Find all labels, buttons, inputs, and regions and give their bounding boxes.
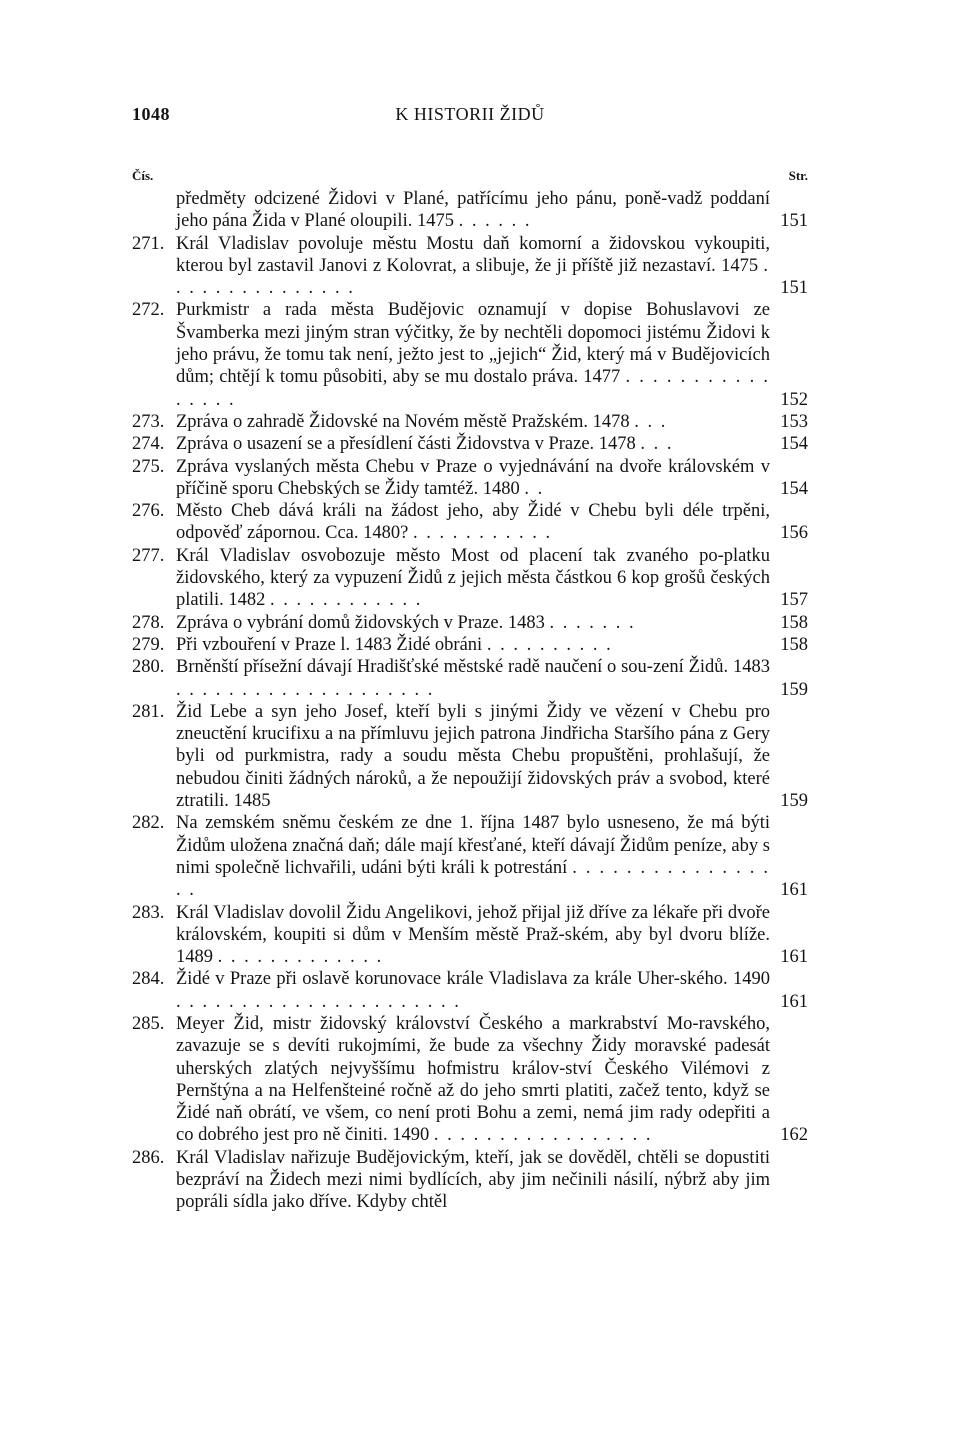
entry-list <box>132 188 808 1214</box>
entry-text: Meyer Žid, mistr židovský království Českého a markrabství Mo-ravského, zavazuje se s devíti rukojmími, že bude za všechny Židy moravské padesát uherských zlatých nejvyššímu hofmistru králov-ství Českého Vilémovi z Pernštýna a na Helfenšteiné ročně až do jeho smrti platiti, začež tento, když se Židé naň obrátí, ve všem, co není proti Bohu a zemi, nemá jim rady odepřiti a co dobrého jest pro ně činiti. 1490 . . . . . . . . . . . . . . . . . <box>176 1013 770 1146</box>
leader-dots: . . . . . . . . . . . . . <box>217 947 384 968</box>
column-heading-number: Čís. <box>132 168 154 183</box>
list-item <box>132 612 808 634</box>
entry-text: Král Vladislav nařizuje Budějovickým, kteří, jak se dověděl, chtěli se dopustiti bezpráví na Židech mezi nimi bydlících, aby jim nečinili násilí, nýbrž aby jim popráli sídla jako dříve. Kdyby chtěl <box>176 1147 770 1213</box>
entry-text: předměty odcizené Židovi v Plané, patřícímu jeho pánu, poně-vadž poddaní jeho pána Žida v Plané oloupili. 1475 . . . . . . <box>176 189 770 232</box>
entry-number: 278. <box>132 612 165 633</box>
entry-page: 151 <box>780 278 808 299</box>
page-number: 1048 <box>132 104 170 124</box>
entry-page: 151 <box>780 211 808 232</box>
leader-dots: . . . . . . <box>458 211 532 232</box>
entry-text: Na zemském sněmu českém ze dne 1. října 1487 bylo usneseno, že má býti Židům uložena značná daň; dále mají křesťané, kteří dávají Židům peníze, aby s nimi společně lichvařili, udáni býti králi k potrestání . . . . . . . . . . . . . . . . . <box>176 813 770 901</box>
leader-dots: . . . . . . . . . . . . <box>270 590 423 611</box>
leader-dots: . . . . . . . . . . . . . . . . . <box>176 857 770 901</box>
leader-dots: . . . . . . . . . . . . . . . . . . . . <box>176 679 435 700</box>
entry-text: Purkmistr a rada města Budějovic oznamují v dopise Bohuslavovi ze Švamberka mezi jiným stran výčitky, že by nechtěli dopomoci jistému Židovi k jeho právu, že tomu tak není, ježto jest to „jejich“ Žid, který má v Budějovicích dům; chtějí k tomu působiti, aby se mu dostalo práva. 1477 . . . . . . . . . . . . . . . . <box>176 300 771 410</box>
leader-dots: . . . . . . . . . . <box>486 634 613 655</box>
entry-page: 158 <box>780 634 808 655</box>
entry-text: Zpráva o vybrání domů židovských v Praze. 1483 . . . . . . . <box>176 612 636 633</box>
leader-dots: . . . . . . . . . . . . . . . . . <box>433 1125 653 1146</box>
entry-number: 281. <box>132 701 165 722</box>
entry-text: Zpráva o usazení se a přesídlení části Židovstva v Praze. 1478 . . . <box>176 434 674 455</box>
entry-text: Židé v Praze při oslavě korunovace krále Vladislava za krále Uher-ského. 1490 . . . . . . . . . . . . . . . . . . . . . . <box>176 969 770 1012</box>
leader-dots: . . . . . . . . . . . <box>412 523 553 544</box>
entry-text: Žid Lebe a syn jeho Josef, kteří byli s jinými Židy ve vězení v Chebu pro zneuctění krucifixu a na přímluvu jejich patrona Jindřicha Staršího pána z Gery byli od purkmistra, rady a soudu města Chebu propuštěni, prohlašují, že nebudou činiti žádných nároků, a že nepoužijí židovských práv a svobod, které ztratili. 1485 <box>176 701 770 812</box>
list-item <box>132 500 808 545</box>
entry-text: Město Cheb dává králi na žádost jeho, aby Židé v Chebu byli déle trpěni, odpověď zápornou. Cca. 1480? . . . . . . . . . . . <box>176 501 770 544</box>
entry-page: 161 <box>780 880 808 901</box>
leader-dots: . . <box>524 478 545 499</box>
list-item <box>132 634 808 656</box>
entry-text: Při vzbouření v Praze l. 1483 Židé obráni . . . . . . . . . . <box>176 634 613 655</box>
leader-dots: . . . . . . . <box>549 612 636 633</box>
entry-number: 276. <box>132 501 165 522</box>
column-headings <box>132 168 808 186</box>
list-item <box>132 1147 808 1214</box>
entry-number: 274. <box>132 434 165 455</box>
list-item <box>132 656 808 701</box>
entry-page: 159 <box>780 679 808 700</box>
entry-number: 271. <box>132 233 165 254</box>
leader-dots: . . . <box>640 434 674 455</box>
entry-page: 162 <box>780 1125 808 1146</box>
leader-dots: . . . . . . . . . . . . . . . . . . . . . . <box>176 991 461 1012</box>
entry-number: 275. <box>132 456 165 477</box>
entry-text: Zpráva vyslaných města Chebu v Praze o vyjednávání na dvoře královském v příčině sporu Chebských se Židy tamtéž. 1480 . . <box>176 456 770 499</box>
entry-number: 283. <box>132 902 165 923</box>
list-item <box>132 433 808 455</box>
list-item <box>132 299 808 410</box>
entry-page: 156 <box>780 523 808 544</box>
list-item <box>132 545 808 612</box>
entry-page: 154 <box>780 478 808 499</box>
entry-page: 158 <box>780 612 808 633</box>
entry-number: 286. <box>132 1147 165 1168</box>
entry-text: Král Vladislav povoluje městu Mostu daň komorní a židovskou vykoupiti, kterou byl zastavil Janovi z Kolovrat, a slibuje, že ji příště již nezastaví. 1475 . . . . . . . . . . . . . . . <box>176 233 770 299</box>
leader-dots: . . . . . . . . . . . . . . . . <box>176 367 771 410</box>
leader-dots: . . . <box>634 411 668 432</box>
entry-number: 273. <box>132 411 165 432</box>
entry-number: 277. <box>132 545 165 566</box>
entry-text: Král Vladislav dovolil Židu Angelikovi, jehož přijal již dříve za lékaře při dvoře královském, koupiti si dům v Menším městě Praž-ském, aby byl dvoru blíže. 1489 . . . . . . . . . . . . . <box>176 902 770 968</box>
list-item <box>132 1013 808 1147</box>
entry-number: 285. <box>132 1013 165 1034</box>
entry-page: 157 <box>780 590 808 611</box>
entry-page: 154 <box>780 434 808 455</box>
page-header <box>132 104 808 128</box>
entry-page: 159 <box>780 791 808 812</box>
leader-dots: . . . . . . . . . . . . . . . <box>176 255 770 299</box>
entry-number: 279. <box>132 634 165 655</box>
entry-number: 280. <box>132 657 165 678</box>
entry-number: 282. <box>132 813 165 834</box>
list-item <box>132 812 808 901</box>
list-item <box>132 456 808 501</box>
entry-text: Král Vladislav osvobozuje město Most od placení tak zvaného po-platku židovského, který za vypuzení Židů z jejich města částkou 6 kop grošů českých platili. 1482 . . . . . . . . . . . . <box>176 545 770 611</box>
entry-text: Brněnští přísežní dávají Hradišťské městské radě naučení o sou-zení Židů. 1483 . . . . . . . . . . . . . . . . . . . . <box>176 657 770 700</box>
entry-page: 152 <box>780 389 808 410</box>
entry-text: Zpráva o zahradě Židovské na Novém městě Pražském. 1478 . . . <box>176 411 668 432</box>
running-title: K HISTORII ŽIDŮ <box>395 104 545 124</box>
list-item <box>132 233 808 300</box>
list-item <box>132 902 808 969</box>
list-item <box>132 701 808 812</box>
list-item <box>132 188 808 233</box>
column-heading-page: Str. <box>788 168 808 183</box>
list-item <box>132 968 808 1013</box>
entry-page: 153 <box>780 411 808 432</box>
entry-page: 161 <box>780 947 808 968</box>
entry-number: 284. <box>132 969 165 990</box>
list-item <box>132 411 808 433</box>
entry-number: 272. <box>132 300 165 321</box>
entry-page: 161 <box>780 991 808 1012</box>
